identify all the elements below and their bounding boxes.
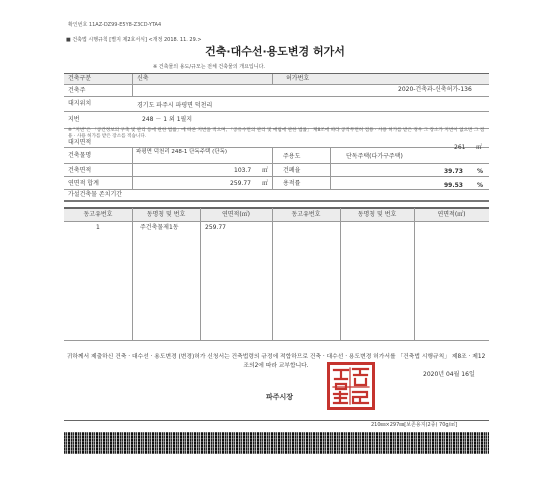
barcode-strip: [64, 432, 489, 454]
issuer-name: 파주시장: [266, 393, 294, 401]
col-header-unit-id-2: 동고유번호: [291, 211, 321, 218]
lot-value: 248 － 1 외 1필지: [142, 116, 193, 123]
far-value: 99.53: [444, 182, 463, 189]
document-number: 확인번호 11AZ-DZ99-E5Y8-Z3CD-YTA4: [68, 22, 162, 28]
location-value: 경기도 파주시 파평면 덕천리: [137, 102, 213, 109]
paper-spec: 210㎜×297㎜[보존용지(2종) 70g/㎡]: [371, 422, 458, 428]
building-area-label: 건축면적: [68, 167, 92, 174]
building-area-value: 103.7: [234, 167, 252, 174]
row-unit-name: 주건축물제1동: [140, 224, 179, 231]
row-floor-area: 259.77: [205, 224, 226, 231]
site-area-label: 대지면적: [68, 139, 92, 146]
building-name-value: 파평면 덕천리 248-1 단독주택 (단독): [136, 149, 228, 155]
total-floor-area-label: 연면적 합계: [68, 180, 99, 187]
site-area-value: 261: [454, 144, 466, 151]
row-unit-id: 1: [96, 224, 100, 231]
building-name-label: 건축물명: [68, 152, 92, 159]
construction-type-value: 신축: [137, 75, 149, 82]
location-label: 대지위치: [68, 100, 92, 107]
site-area-unit: ㎡: [476, 144, 483, 151]
lot-note: ※ "지번"은 「공간정보의 구축 및 관리 등에 관한 법률」에 따른 지번을 적으며, 「공유수면의 관리 및 매립에 관한 법률」 제8조에 따라 공작무면허 점용 · 사용 허가를 받은 경우 그 장소가 지번이 없으면 그 점용 · 사용 허가를 받은 장소를 적습니다.: [68, 128, 485, 139]
construction-type-label: 건축구분: [68, 75, 92, 82]
issue-date: 2020년 04월 16일: [423, 371, 475, 378]
temp-building-label: 가설건축물 존치기간: [68, 191, 123, 198]
owner-label: 건축주: [68, 87, 86, 94]
coverage-value: 39.73: [444, 168, 463, 175]
main-use-label: 주용도: [283, 153, 301, 160]
coverage-label: 건폐율: [283, 167, 301, 174]
permit-number-label: 허가번호: [286, 75, 310, 82]
far-label: 용적률: [283, 180, 301, 187]
col-header-floor-area-2: 연면적(㎡): [437, 211, 466, 218]
intro-note: ※ 건축물의 용도/규모는 전체 건축물의 개요입니다.: [153, 64, 266, 70]
lot-label: 지번: [68, 116, 80, 123]
coverage-unit: %: [477, 168, 484, 175]
issuance-statement: 귀하께서 제출하신 건축 · 대수선 · 용도변경 (변경)허가 신청서는 건축법령의 규정에 적합하므로 건축 · 대수선 · 용도변경 허가서를 「건축법 시행규칙」 제8조 · 제12조의2에 따라 교부합니다.: [66, 354, 486, 369]
document-title: 건축·대수선·용도변경 허가서: [205, 45, 345, 58]
far-unit: %: [477, 182, 484, 189]
permit-number-value: 2020-건축과-신축허가-136: [398, 86, 472, 93]
form-reference: ■ 건축법 시행규칙 [별지 제2호서식] <개정 2018. 11. 29.>: [66, 37, 202, 43]
total-floor-area-value: 259.77: [230, 180, 251, 187]
total-floor-area-unit: ㎡: [262, 180, 269, 187]
main-use-value: 단독주택(다가구주택): [346, 153, 403, 160]
col-header-unit-name-1: 동명칭 및 번호: [146, 211, 186, 218]
col-header-unit-id-1: 동고유번호: [83, 211, 113, 218]
col-header-floor-area-1: 연면적(㎡): [221, 211, 251, 218]
official-seal: [327, 362, 375, 410]
col-header-unit-name-2: 동명칭 및 번호: [357, 211, 397, 218]
building-area-unit: ㎡: [262, 167, 269, 174]
